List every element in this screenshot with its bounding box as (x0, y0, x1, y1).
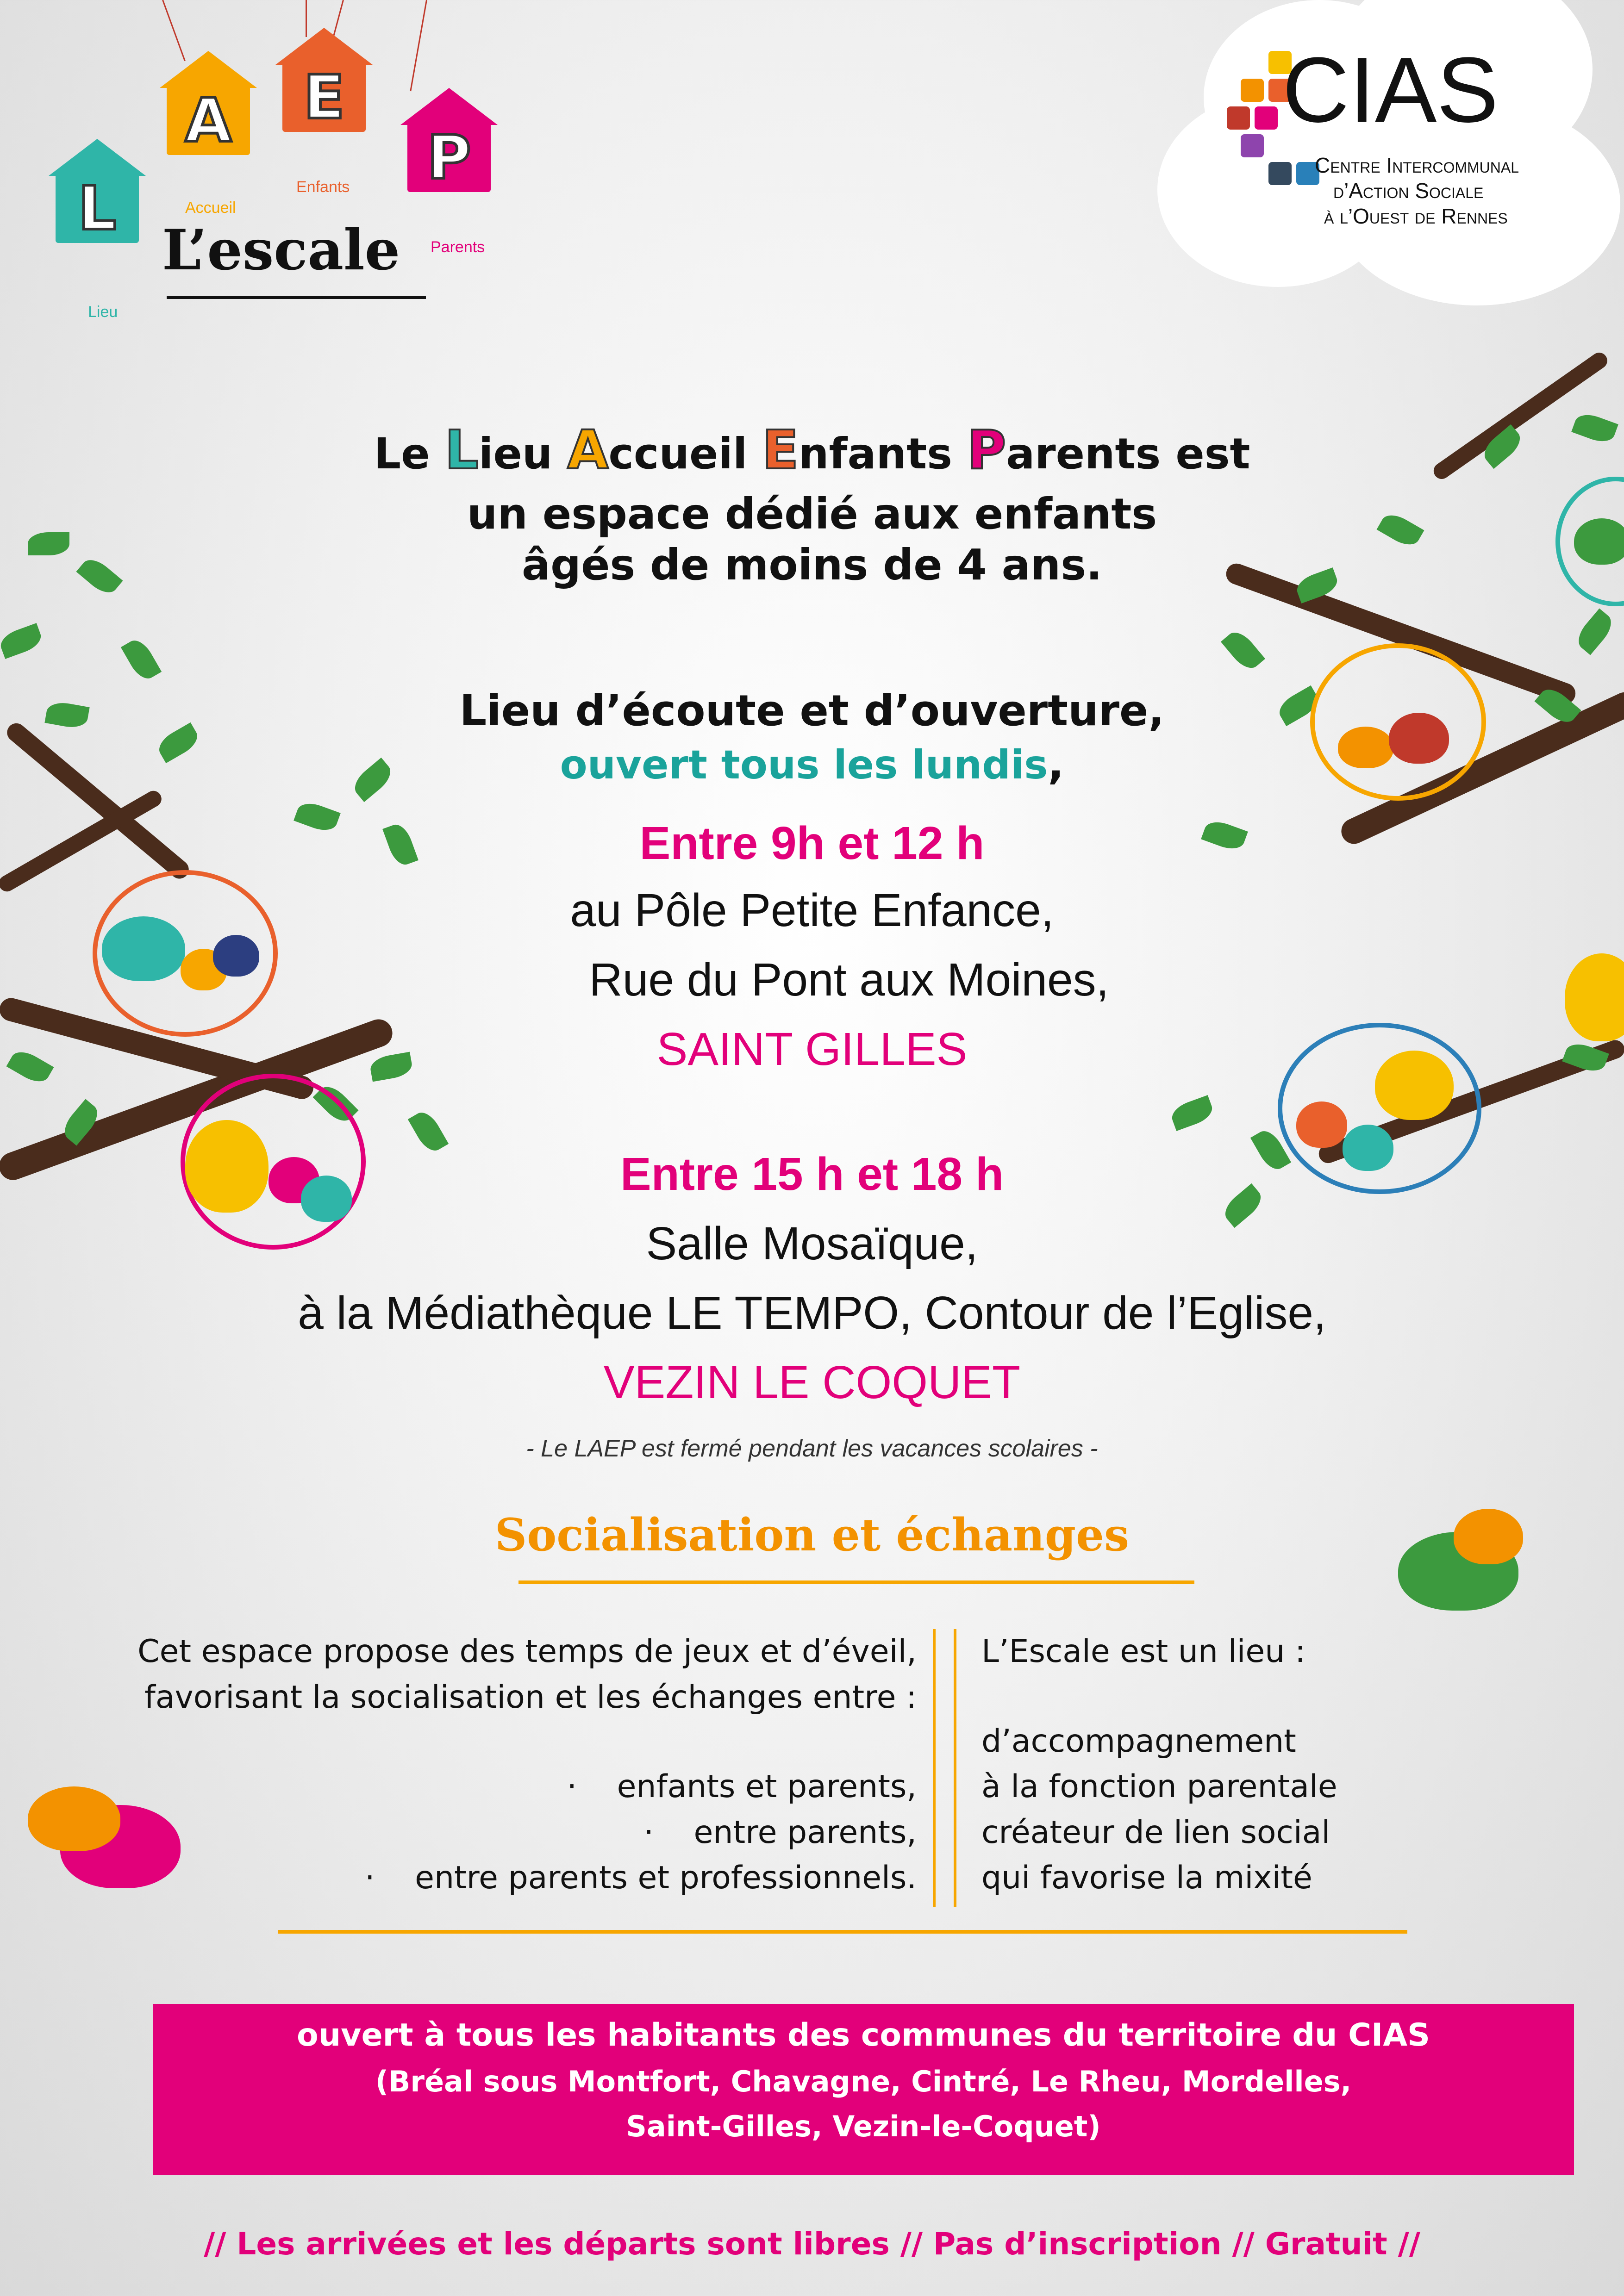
left-col-line1: Cet espace propose des temps de jeux et d’éveil, (137, 1633, 917, 1670)
logo-underline (167, 296, 426, 299)
opening-line1: Lieu d’écoute et d’ouverture, (459, 686, 1165, 735)
closed-note: - Le LAEP est fermé pendant les vacances scolaires - (526, 1435, 1098, 1462)
tagline-enfants: Enfants (296, 178, 350, 196)
logo-name: L’escale (162, 218, 400, 283)
house-e: E (282, 28, 366, 120)
banner-line1: ouvert à tous les habitants des communes du territoire du CIAS (297, 2017, 1430, 2053)
list-item: qui favorise la mixité (981, 1860, 1312, 1897)
list-item: d’accompagnement (981, 1723, 1296, 1760)
house-l: L (56, 139, 139, 231)
info-banner (153, 2004, 1574, 2175)
cias-title: CIAS (1282, 38, 1499, 142)
cias-line2: d’Action Sociale (1333, 179, 1484, 203)
intro-line3: âgés de moins de 4 ans. (522, 540, 1102, 590)
session1-hours: Entre 9h et 12 h (639, 817, 985, 869)
section-title: Socialisation et échanges (494, 1509, 1130, 1561)
banner-line3: Saint-Gilles, Vezin-le-Coquet) (626, 2109, 1101, 2143)
house-p: P (407, 88, 491, 180)
tagline-accueil: Accueil (185, 199, 236, 217)
house-a: A (167, 51, 250, 143)
cias-logo (1148, 0, 1624, 305)
session1-city: SAINT GILLES (656, 1023, 968, 1075)
intro-line1: Le Lieu Accueil Enfants Parents est (374, 419, 1250, 481)
right-col-line1: L’Escale est un lieu : (981, 1633, 1305, 1670)
opening-line2: ouvert tous les lundis, (560, 739, 1064, 789)
right-column (981, 1629, 1444, 1901)
laep-logo (46, 0, 532, 324)
bullet-item: · entre parents et professionnels. (365, 1860, 917, 1897)
session2-room: Salle Mosaïque, (646, 1218, 978, 1269)
hanging-string (410, 0, 427, 91)
left-col-line2: favorisant la socialisation et les échanges entre : (144, 1679, 917, 1716)
section-title-underline (518, 1580, 1194, 1584)
left-column (46, 1629, 917, 1901)
banner-line2: (Bréal sous Montfort, Chavagne, Cintré, Le Rheu, Mordelles, (375, 2065, 1352, 2098)
session2-hours: Entre 15 h et 18 h (620, 1148, 1004, 1200)
session2-city: VEZIN LE COQUET (603, 1356, 1021, 1408)
section-bottom-line (278, 1930, 1407, 1934)
bullet-item: · enfants et parents, (567, 1768, 917, 1805)
session1-place: au Pôle Petite Enfance, (570, 884, 1054, 936)
column-divider-right (954, 1629, 956, 1907)
tagline-parents: Parents (431, 238, 485, 256)
session1-street: Rue du Pont aux Moines, (589, 954, 1109, 1006)
footer-text: // Les arrivées et les départs sont libres // Pas d’inscription // Gratuit // (204, 2226, 1420, 2262)
tagline-lieu: Lieu (88, 303, 118, 321)
bullet-item: · entre parents, (643, 1814, 917, 1851)
list-item: créateur de lien social (981, 1814, 1330, 1851)
intro-line2: un espace dédié aux enfants (467, 489, 1157, 539)
column-divider-left (933, 1629, 936, 1907)
bird-pink (1296, 1101, 1347, 1148)
cias-line3: à l’Ouest de Rennes (1324, 204, 1508, 228)
cias-line1: Centre Intercommunal (1315, 153, 1519, 177)
session2-place: à la Médiathèque LE TEMPO, Contour de l’Eglise, (298, 1287, 1326, 1339)
list-item: à la fonction parentale (981, 1768, 1337, 1805)
